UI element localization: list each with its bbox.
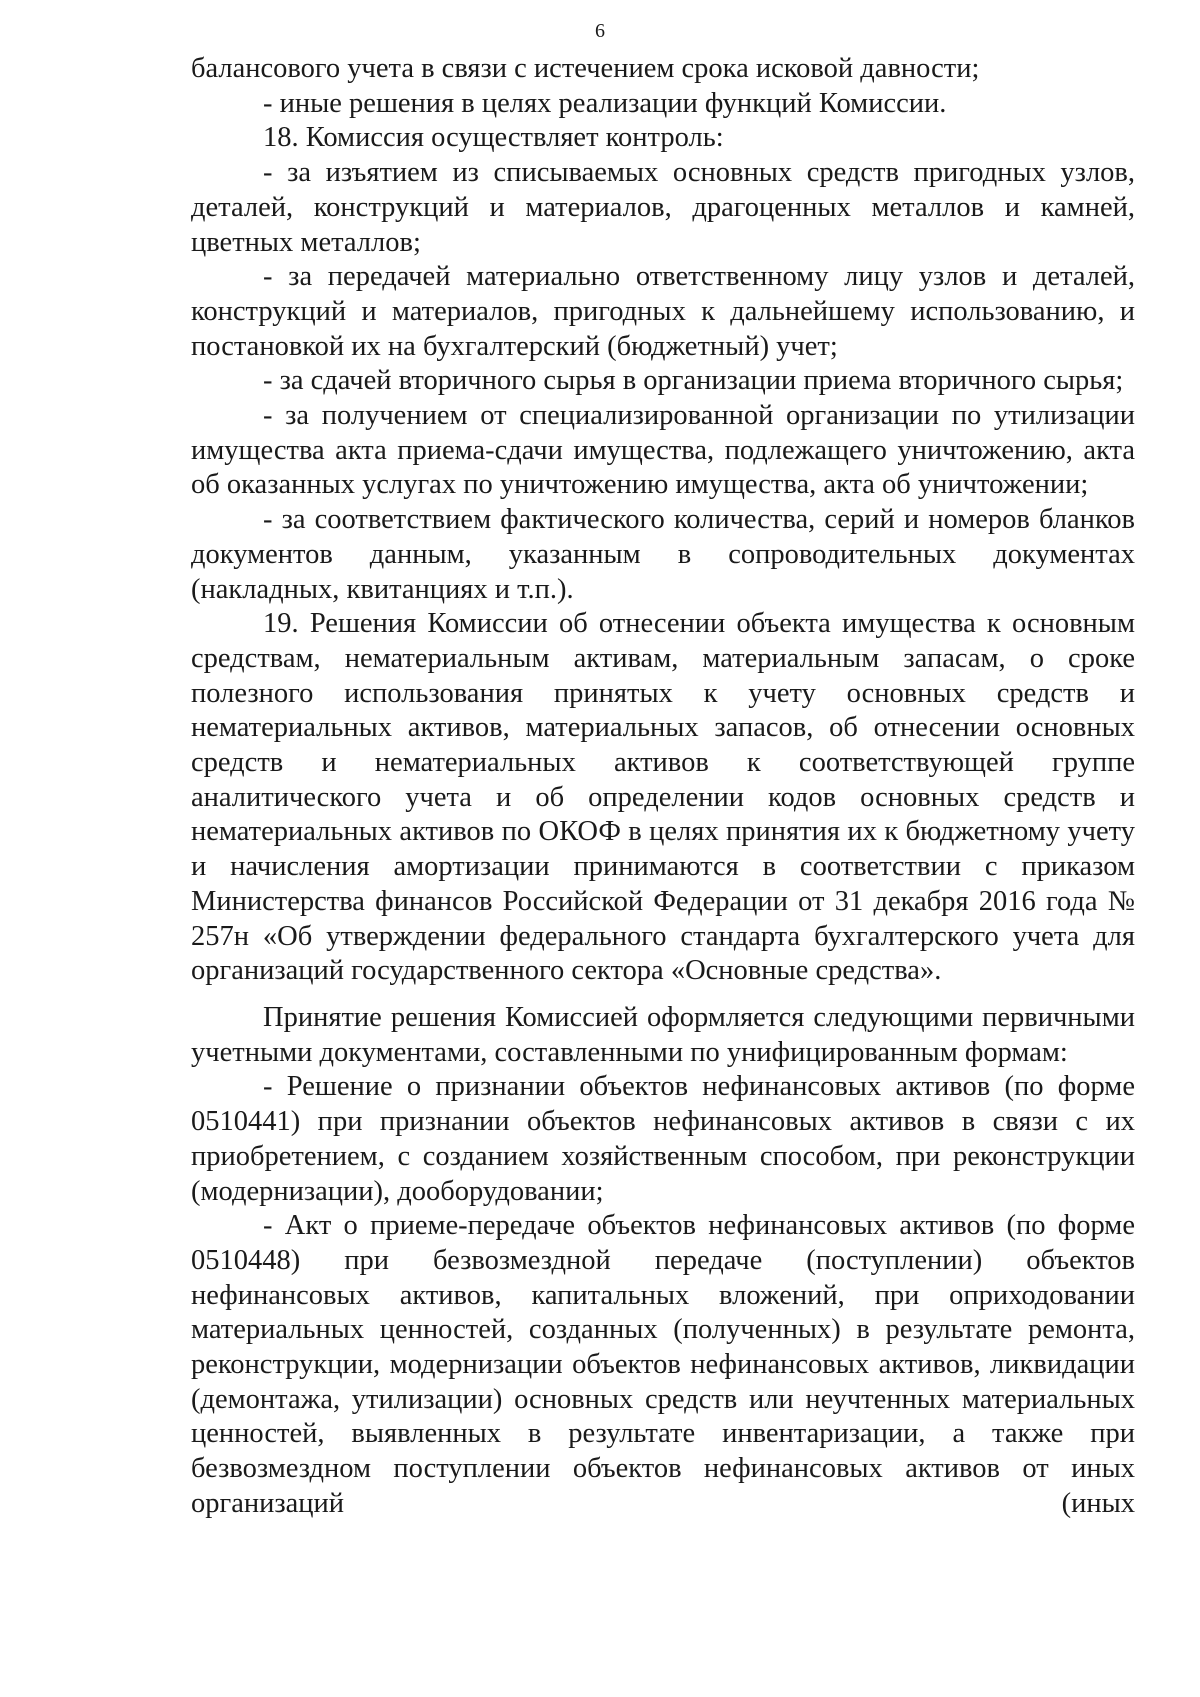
paragraph-control-disposal-acts: - за получением от специализированной организации по утилизации имущества акта приема-сдачи имущества, подлежащего уничтожению, акта об оказанных услугах по уничтожению имущества, акта об уничтожении; bbox=[191, 400, 1135, 501]
paragraph-other-decisions: - иные решения в целях реализации функций Комиссии. bbox=[263, 87, 947, 119]
paragraph-item-19: 19. Решения Комиссии об отнесении объекта имущества к основным средствам, нематериальным активам, материальным запасам, о сроке полезного использования принятых к учету основных средств и нематериальных активов, материальных запасов, об отнесении основных средств и нематериальных активов к соответствующей группе аналитического учета и об определении кодов основных средств и нематериальных активов по ОКОФ в целях принятия их к бюджетному учету и начисления амортизации принимаются в соответствии с приказом Министерства финансов Российской Федерации от 31 декабря 2016 года № 257н «Об утверждении федерального стандарта бухгалтерского учета для организаций государственного сектора «Основные средства». bbox=[191, 608, 1135, 987]
paragraph-form-0510441: - Решение о признании объектов нефинансовых активов (по форме 0510441) при признании объектов нефинансовых активов в связи с их приобретением, с созданием хозяйственным способом, при реконструкции (модернизации), дооборудовании; bbox=[191, 1071, 1135, 1207]
page-number: 6 bbox=[595, 20, 605, 42]
paragraph-control-recycling: - за сдачей вторичного сырья в организации приема вторичного сырья; bbox=[263, 365, 1124, 397]
paragraph-control-removal: - за изъятием из списываемых основных средств пригодных узлов, деталей, конструкций и материалов, драгоценных металлов и камней, цветных металлов; bbox=[191, 157, 1135, 258]
paragraph-decision-documents: Принятие решения Комиссией оформляется следующими первичными учетными документами, составленными по унифицированным формам: bbox=[191, 1001, 1135, 1068]
paragraph-continuation: балансового учета в связи с истечением срока исковой давности; bbox=[191, 53, 980, 84]
paragraph-control-forms: - за соответствием фактического количества, серий и номеров бланков документов данным, указанным в сопроводительных документах (накладных, квитанциях и т.п.). bbox=[191, 504, 1135, 605]
paragraph-control-transfer: - за передачей материально ответственному лицу узлов и деталей, конструкций и материалов, пригодных к дальнейшему использованию, и постановкой их на бухгалтерский (бюджетный) учет; bbox=[191, 261, 1135, 362]
document-body bbox=[191, 52, 1135, 1522]
paragraph-form-0510448: - Акт о приеме-передаче объектов нефинансовых активов (по форме 0510448) при безвозмездной передаче (поступлении) объектов нефинансовых активов, капитальных вложений, при оприходовании материальных ценностей, созданных (полученных) в результате ремонта, реконструкции, модернизации объектов нефинансовых активов, ликвидации (демонтажа, утилизации) основных средств или неучтенных материальных ценностей, выявленных в результате инвентаризации, а также при безвозмездном поступлении объектов нефинансовых активов от иных организаций (иных bbox=[191, 1210, 1135, 1519]
paragraph-item-18-heading: 18. Комиссия осуществляет контроль: bbox=[263, 122, 724, 154]
